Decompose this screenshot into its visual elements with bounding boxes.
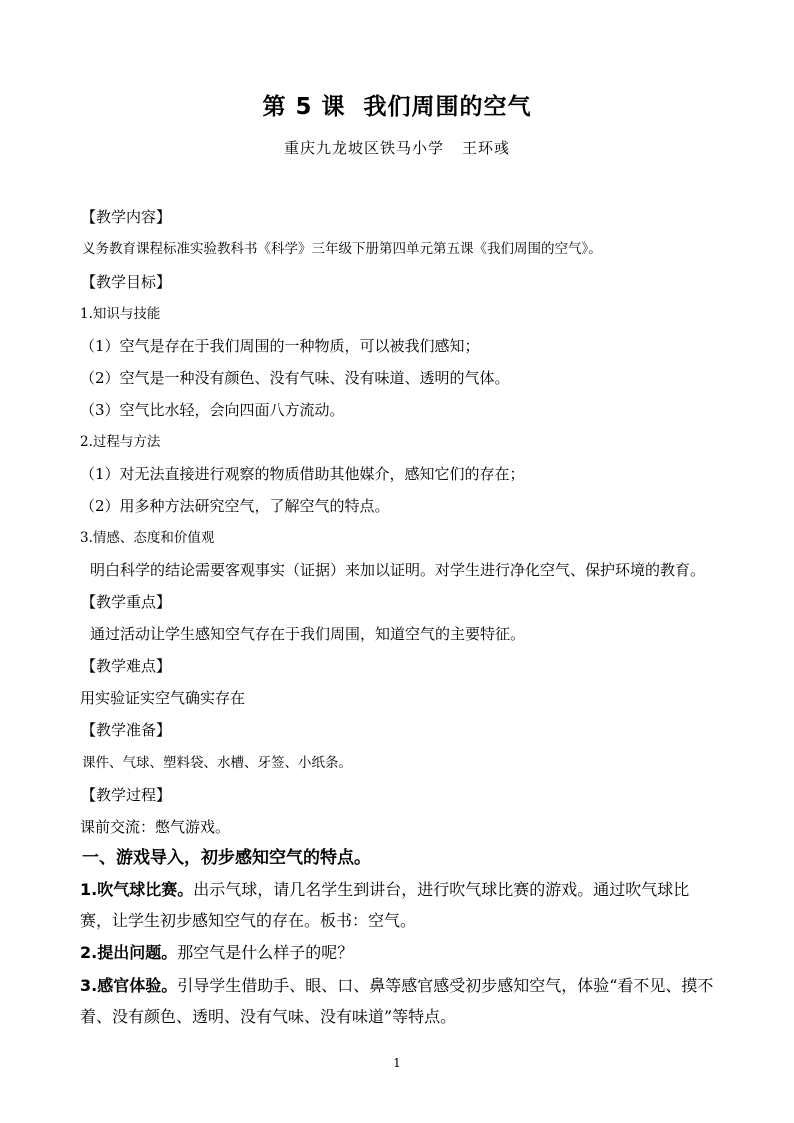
goals-heading: 【教学目标】 <box>81 273 172 291</box>
pre-class-text: 课前交流：憋气游戏。 <box>80 818 231 836</box>
part1-heading: 一、游戏导入，初步感知空气的特点。 <box>82 848 371 868</box>
step3-text: 引导学生借助手、眼、口、鼻等感官感受初步感知空气，体验“看不见、摸不着、没有颜色、透明、没有气味、没有味道”等特点。 <box>80 976 714 1026</box>
difficulty-text: 用实验证实空气确实存在 <box>80 689 246 707</box>
author-line <box>0 137 794 158</box>
prep-heading: 【教学准备】 <box>81 721 172 739</box>
goal2-item2: （2）用多种方法研究空气，了解空气的特点。 <box>80 497 390 515</box>
goal2-heading: 2.过程与方法 <box>80 434 161 450</box>
step3-label: 3.感官体验。 <box>80 976 178 995</box>
step2-label: 2.提出问题。 <box>80 943 178 962</box>
page-number: 1 <box>393 1056 401 1070</box>
key-heading: 【教学重点】 <box>81 593 172 611</box>
goal1-item2: （2）空气是一种没有颜色、没有气味、没有味道、透明的气体。 <box>80 369 510 387</box>
lesson-number: 第 5 课 <box>262 94 346 120</box>
process-heading: 【教学过程】 <box>81 786 172 804</box>
content-heading: 【教学内容】 <box>81 208 172 226</box>
goal1-heading: 1.知识与技能 <box>80 306 161 322</box>
difficulty-heading: 【教学难点】 <box>81 657 172 675</box>
content-text: 义务教育课程标准实验教科书《科学》三年级下册第四单元第五课《我们周围的空气》。 <box>82 241 602 257</box>
author-name: 王环彧 <box>462 139 511 157</box>
goal3-heading: 3.情感、态度和价值观 <box>80 530 215 546</box>
page-title <box>0 88 794 121</box>
step1-text: 出示气球，请几名学生到讲台，进行吹气球比赛的游戏。通过吹气球比赛，让学生初步感知空气的存在。板书：空气。 <box>80 880 690 930</box>
step3-paragraph <box>80 970 720 1032</box>
goal3-text: 明白科学的结论需要客观事实（证据）来加以证明。对学生进行净化空气、保护环境的教育。 <box>90 561 706 579</box>
step1-paragraph <box>80 874 720 936</box>
step2-paragraph <box>80 937 720 968</box>
lesson-title: 我们周围的空气 <box>363 94 532 120</box>
goal2-item1: （1）对无法直接进行观察的物质借助其他媒介，感知它们的存在； <box>80 465 525 483</box>
prep-text: 课件、气球、塑料袋、水槽、牙签、小纸条。 <box>82 755 352 771</box>
school-name: 重庆九龙坡区铁马小学 <box>283 139 444 157</box>
step1-label: 1.吹气球比赛。 <box>80 880 194 899</box>
goal1-item1: （1）空气是存在于我们周围的一种物质，可以被我们感知； <box>80 337 480 355</box>
step2-text: 那空气是什么样子的呢？ <box>177 943 354 962</box>
goal1-item3: （3）空气比水轻，会向四面八方流动。 <box>80 401 345 419</box>
key-text: 通过活动让学生感知空气存在于我们周围，知道空气的主要特征。 <box>90 625 526 643</box>
